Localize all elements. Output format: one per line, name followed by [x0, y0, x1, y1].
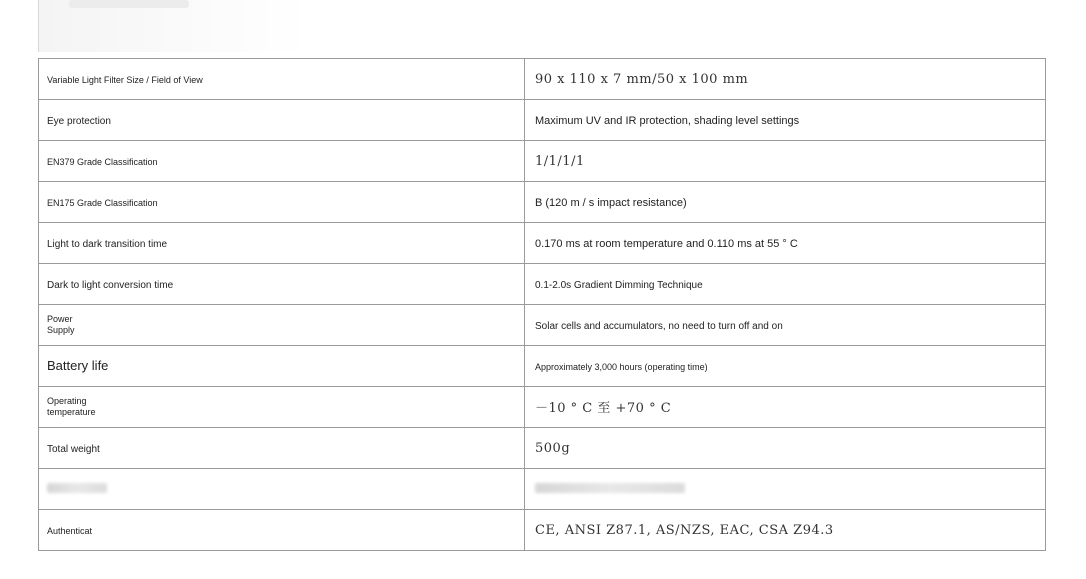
spec-value: CE, ANSI Z87.1, AS/NZS, EAC, CSA Z94.3 [535, 523, 834, 538]
specification-table [38, 58, 1046, 551]
spec-label-line1: Operating [47, 396, 87, 406]
spec-label-cell [39, 305, 525, 346]
spec-value: Solar cells and accumulators, no need to turn off and on [535, 321, 783, 332]
spec-label-cell [39, 182, 525, 223]
spec-label-cell [39, 510, 525, 551]
table-row [39, 346, 1046, 387]
spec-label-cell [39, 141, 525, 182]
spec-value: 0.170 ms at room temperature and 0.110 ms at 55 ° C [535, 238, 798, 250]
spec-value-cell [525, 59, 1046, 100]
spec-value-cell [525, 182, 1046, 223]
blurred-value [535, 483, 685, 493]
table-row [39, 141, 1046, 182]
spec-value: 500g [535, 441, 571, 456]
spec-label: Dark to light conversion time [47, 280, 174, 291]
table-row [39, 387, 1046, 428]
spec-label-cell [39, 346, 525, 387]
table-row [39, 469, 1046, 510]
spec-value: 1/1/1/1 [535, 154, 585, 169]
spec-label: Eye protection [47, 116, 111, 127]
spec-value-cell [525, 387, 1046, 428]
spec-label: Variable Light Filter Size / Field of View [47, 75, 203, 85]
spec-value-cell [525, 305, 1046, 346]
spec-value: 0.1-2.0s Gradient Dimming Technique [535, 280, 703, 291]
blurred-header-smudge [69, 0, 189, 8]
spec-label-cell [39, 223, 525, 264]
spec-value: Maximum UV and IR protection, shading level settings [535, 115, 800, 127]
blurred-label [47, 483, 107, 493]
table-row [39, 59, 1046, 100]
spec-value-cell [525, 223, 1046, 264]
spec-value-cell [525, 264, 1046, 305]
spec-label-cell [39, 428, 525, 469]
spec-value-cell [525, 510, 1046, 551]
spec-label: Total weight [47, 444, 100, 455]
spec-label-cell [39, 264, 525, 305]
blurred-header-area [38, 0, 309, 52]
spec-value-cell [525, 469, 1046, 510]
spec-value: －10 ° C 至 +70 ° C [535, 401, 672, 416]
table-row [39, 510, 1046, 551]
spec-value: B (120 m / s impact resistance) [535, 197, 687, 209]
spec-label-cell [39, 100, 525, 141]
table-row [39, 264, 1046, 305]
table-row [39, 305, 1046, 346]
spec-label-cell [39, 59, 525, 100]
spec-label-line1: Power [47, 314, 73, 324]
spec-value-cell [525, 141, 1046, 182]
spec-value: Approximately 3,000 hours (operating time) [535, 362, 708, 372]
spec-label-cell [39, 469, 525, 510]
table-row [39, 428, 1046, 469]
spec-label-line2: Supply [47, 325, 75, 335]
spec-value-cell [525, 346, 1046, 387]
spec-label: Light to dark transition time [47, 239, 168, 250]
spec-label: EN175 Grade Classification [47, 198, 158, 208]
spec-label: Authenticat [47, 526, 93, 536]
spec-value-cell [525, 100, 1046, 141]
spec-label-line2: temperature [47, 407, 96, 417]
spec-label: EN379 Grade Classification [47, 157, 158, 167]
table-row [39, 182, 1046, 223]
table-row [39, 223, 1046, 264]
spec-label: Battery life [47, 358, 109, 373]
table-row [39, 100, 1046, 141]
spec-value: 90 x 110 x 7 mm/50 x 100 mm [535, 72, 749, 87]
spec-value-cell [525, 428, 1046, 469]
spec-label-cell [39, 387, 525, 428]
